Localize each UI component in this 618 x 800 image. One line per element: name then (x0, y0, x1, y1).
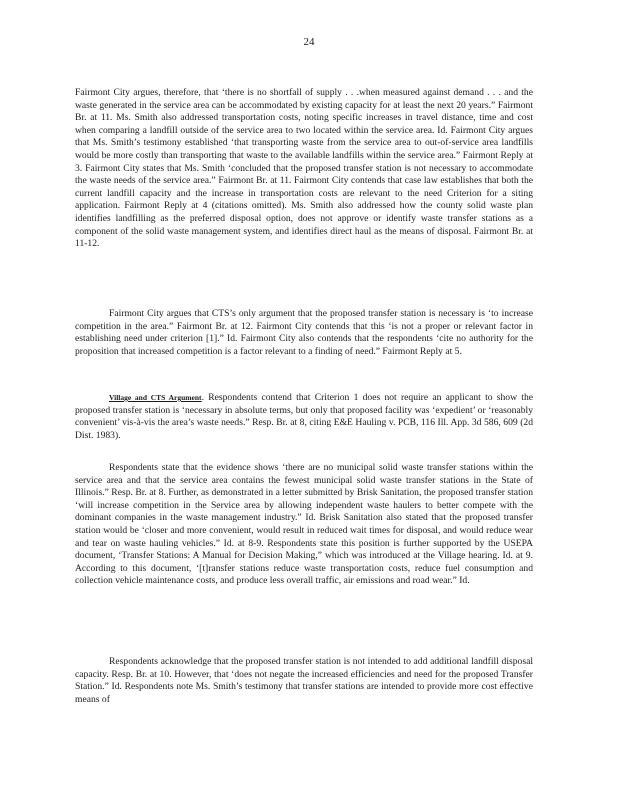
paragraph-fairmont-competition: Fairmont City argues that CTS’s only argument that the proposed transfer station is necessary is ‘to increase competition in the area.” Fairmont Br. at 12. Fairmont City contends that this ‘is not a proper or relevant factor in establishing need under criterion [1].” Id. Fairmont City also contends that the respondents ‘cite no authority for the proposition that increased competition is a factor relevant to a finding of need.” Fairmont Reply at 5. (75, 308, 533, 357)
page-number: 24 (303, 36, 315, 48)
paragraph-respondents-evidence: Respondents state that the evidence shows ‘there are no municipal solid waste transfer stations within the service area and that the service area contains the fewest municipal solid waste transfer stations in the State of Illinois.” Resp. Br. at 8. Further, as demonstrated in a letter submitted by Brisk Sanitation, the proposed transfer station ‘will increase competition in the Service area by allowing independent waste haulers to better compete with the dominant companies in the waste management industry.” Id. Brisk Sanitation also stated that the proposed transfer station would be ‘closer and more convenient, would result in reduced wait times for disposal, and would reduce wear and tear on waste hauling vehicles.” Id. at 8-9. Respondents state this position is further supported by the USEPA document, ‘Transfer Stations: A Manual for Decision Making,” which was introduced at the Village hearing. Id. at 9. According to this document, ‘[t]ransfer stations reduce waste transportation costs, reduce fuel consumption and collection vehicle maintenance costs, and produce less overall traffic, air emissions and road wear.” Id. (75, 462, 533, 587)
paragraph-village-cts-argument (75, 392, 533, 442)
section-heading-village-cts: Village and CTS Argument (109, 393, 202, 402)
paragraph-respondents-acknowledge: Respondents acknowledge that the proposed transfer station is not intended to add additional landfill disposal capacity. Resp. Br. at 10. However, that ‘does not negate the increased efficiencies and need for the proposed Transfer Station.” Id. Respondents note Ms. Smith’s testimony that transfer stations are intended to provide more cost effective means of (75, 656, 533, 705)
paragraph-village-cts-text: . Respondents contend that Criterion 1 does not require an applicant to show the proposed transfer station is ‘necessary in absolute terms, but only that proposed facility was ‘expedient’ or ‘reasonably convenient’ vis-à-vis the area’s waste needs.” Resp. Br. at 8, citing E&E Hauling v. PCB, 116 Ill. App. 3d 586, 609 (2d Dist. 1983). (75, 392, 533, 441)
paragraph-fairmont-capacity: Fairmont City argues, therefore, that ‘there is no shortfall of supply . . .when measured against demand . . . and the waste generated in the service area can be accommodated by existing capacity for at least the next 20 years.” Fairmont Br. at 11. Ms. Smith also addressed transportation costs, noting specific increases in travel distance, time and cost when comparing a landfill outside of the service area to two located within the service area. Id. Fairmont City argues that Ms. Smith’s testimony established ‘that transporting waste from the service area to out-of-service area landfills would be more costly than transporting that waste to the available landfills within the service area.” Fairmont Reply at 3. Fairmont City states that Ms. Smith ‘concluded that the proposed transfer station is not necessary to accommodate the waste needs of the service area.” Fairmont Br. at 11. Fairmont City contends that case law establishes that both the current landfill capacity and the increase in transportation costs are relevant to the need Criterion for a siting application. Fairmont Reply at 4 (citations omitted). Ms. Smith also addressed how the county solid waste plan identifies landfilling as the preferred disposal option, does not approve or identify waste transfer stations as a component of the solid waste management system, and identifies direct haul as the means of disposal. Fairmont Br. at 11-12. (75, 87, 533, 250)
